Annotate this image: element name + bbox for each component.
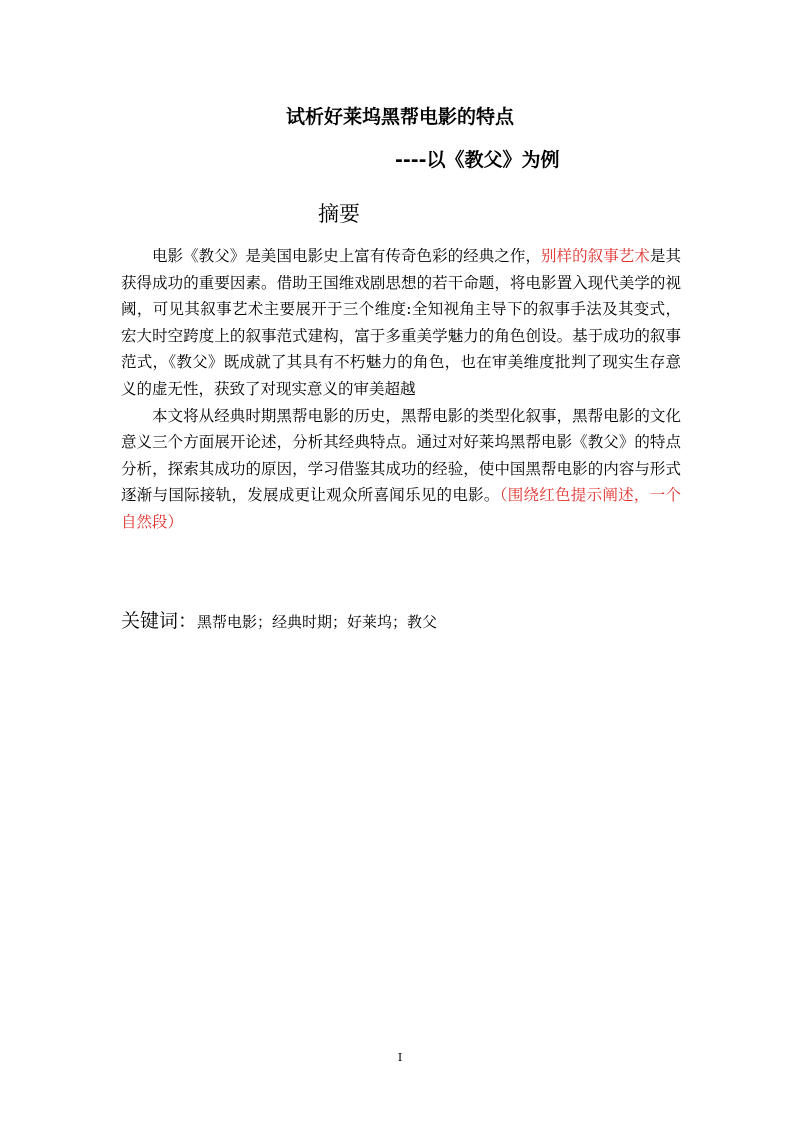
page-number: I: [397, 1051, 403, 1064]
keywords-text: 黑帮电影；经典时期；好莱坞；教父: [197, 613, 438, 631]
paragraph-1-text-a: 电影《教父》是美国电影史上富有传奇色彩的经典之作，: [152, 247, 541, 265]
paragraph-2-note: （围绕红色提示阐述，一个自然段）: [121, 486, 681, 531]
paragraph-2-text: 本文将从经典时期黑帮电影的历史，黑帮电影的类型化叙事，黑帮电影的文化意义三个方面展开论述，分析其经典特点。通过对好莱坞黑帮电影《教父》的特点分析，探索其成功的原因，学习借鉴其成功的经验，使中国黑帮电影的内容与形式逐渐与国际接轨，发展成更让观众所喜闻乐见的电影。: [121, 406, 681, 505]
keywords-label: 关键词：: [121, 610, 198, 632]
paragraph-1-text-b: 是其获得成功的重要因素。借助王国维戏剧思想的若干命题，将电影置入现代美学的视阈，可见其叙事艺术主要展开于三个维度:全知视角主导下的叙事手法及其变式，宏大时空跨度上的叙事范式建构，富于多重美学魅力的角色创设。基于成功的叙事范式，《教父》既成就了其具有不朽魅力的角色，也在审美维度批判了现实生存意义的虚无性，获致了对现实意义的审美超越: [121, 247, 681, 398]
abstract-heading: 摘要: [318, 202, 360, 226]
paragraph-1-highlight: 别样的叙事艺术: [540, 247, 650, 265]
abstract-paragraph-1: [121, 243, 681, 403]
keywords-line: [121, 608, 437, 635]
abstract-body: [121, 243, 681, 536]
document-subtitle: ----以《教父》为例: [395, 149, 560, 171]
abstract-paragraph-2: [121, 403, 681, 536]
document-title: 试析好莱坞黑帮电影的特点: [285, 106, 514, 128]
